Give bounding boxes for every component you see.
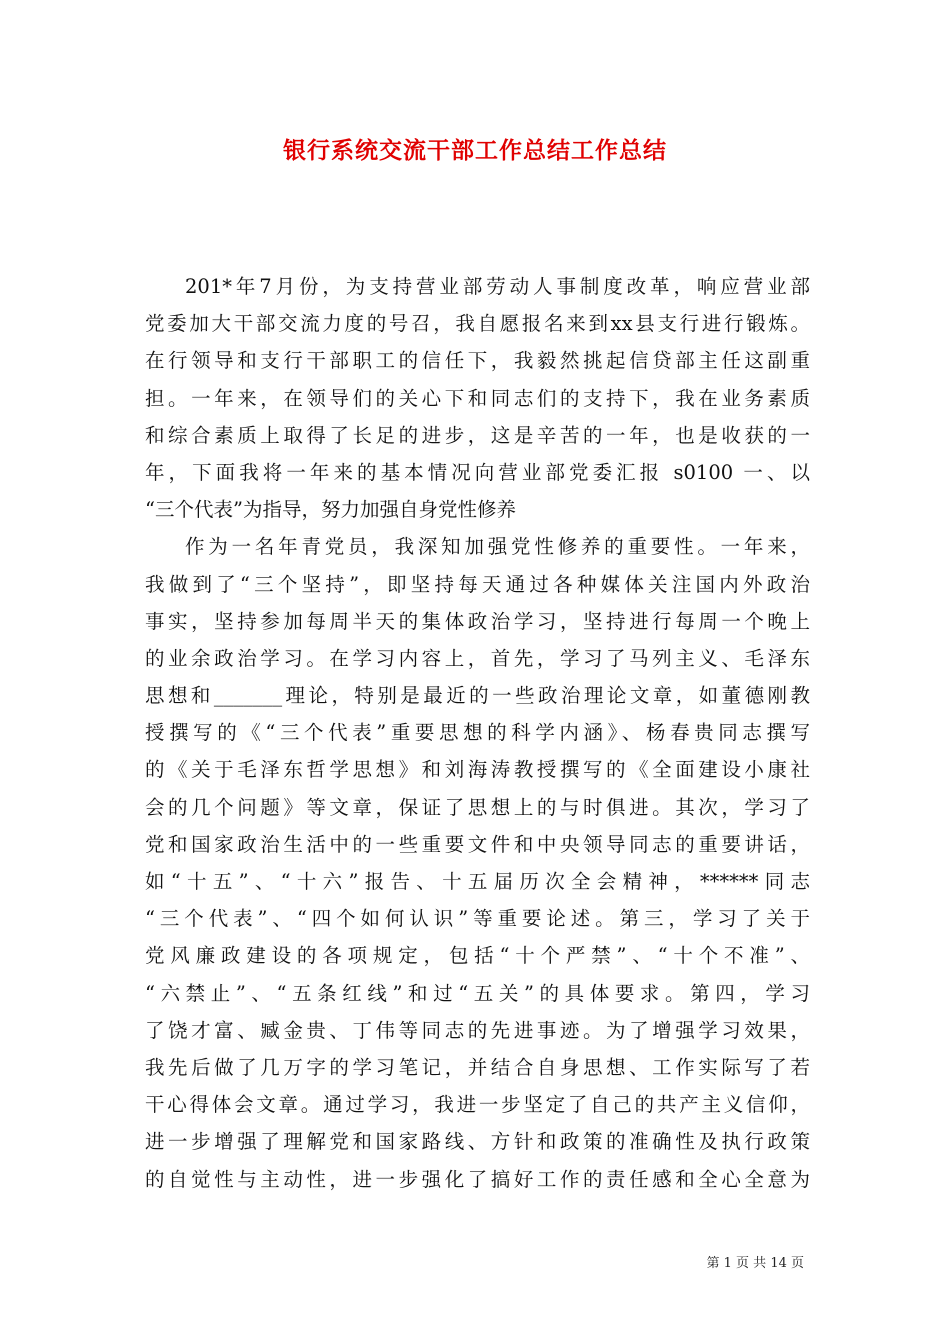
text-line: 和综合素质上取得了长足的进步，这是辛苦的一年，也是收获的一 [145,423,810,447]
text-line: 在行领导和支行干部职工的信任下，我毅然挑起信贷部主任这副重 [145,349,810,373]
text-line: 201*年7月份，为支持营业部劳动人事制度改革，响应营业部 [185,275,810,298]
document-body [145,268,810,1198]
text-line: 我先后做了几万字的学习笔记，并结合自身思想、工作实际写了若 [145,1055,810,1079]
document-title: 银行系统交流干部工作总结工作总结 [283,137,667,164]
page-number: 第 1 页 共 14 页 [706,1256,804,1271]
text-line: 授撰写的《“三个代表”重要思想的科学内涵》、杨春贵同志撰写 [145,721,810,745]
text-line: 思想和_______理论，特别是最近的一些政治理论文章，如董德刚教 [145,684,810,708]
text-line: 党和国家政治生活中的一些重要文件和中央领导同志的重要讲话， [145,832,810,856]
text-line: 会的几个问题》等文章，保证了思想上的与时俱进。其次，学习了 [145,795,810,819]
text-line: 作为一名年青党员，我深知加强党性修养的重要性。一年来， [185,535,810,559]
text-line: “三个代表”、“四个如何认识”等重要论述。第三，学习了关于 [145,907,810,931]
text-line: “三个代表”为指导，努力加强自身党性修养 [145,498,516,522]
text-line: 如“十五”、“十六”报告、十五届历次全会精神，******同志 [145,870,810,893]
text-line: 的业余政治学习。在学习内容上，首先，学习了马列主义、毛泽东 [145,646,810,670]
text-line: 的自觉性与主动性，进一步强化了搞好工作的责任感和全心全意为 [145,1167,810,1191]
text-line: 了饶才富、臧金贵、丁伟等同志的先进事迹。为了增强学习效果， [145,1018,810,1042]
text-line: 干心得体会文章。通过学习，我进一步坚定了自己的共产主义信仰， [145,1093,810,1117]
text-line: “六禁止”、“五条红线”和过“五关”的具体要求。第四，学习 [145,981,810,1005]
text-line: 党委加大干部交流力度的号召，我自愿报名来到xx县支行进行锻炼。 [145,312,810,336]
text-line: 的《关于毛泽东哲学思想》和刘海涛教授撰写的《全面建设小康社 [145,758,810,782]
text-line: 党风廉政建设的各项规定，包括“十个严禁”、“十个不准”、 [145,944,810,968]
text-line: 担。一年来，在领导们的关心下和同志们的支持下，我在业务素质 [145,386,810,410]
text-line: 我做到了“三个坚持”，即坚持每天通过各种媒体关注国内外政治 [145,572,810,596]
text-line: 年，下面我将一年来的基本情况向营业部党委汇报 s0100 一、以 [145,460,810,484]
text-line: 进一步增强了理解党和国家路线、方针和政策的准确性及执行政策 [145,1130,810,1154]
text-line: 事实，坚持参加每周半天的集体政治学习，坚持进行每周一个晚上 [145,609,810,633]
